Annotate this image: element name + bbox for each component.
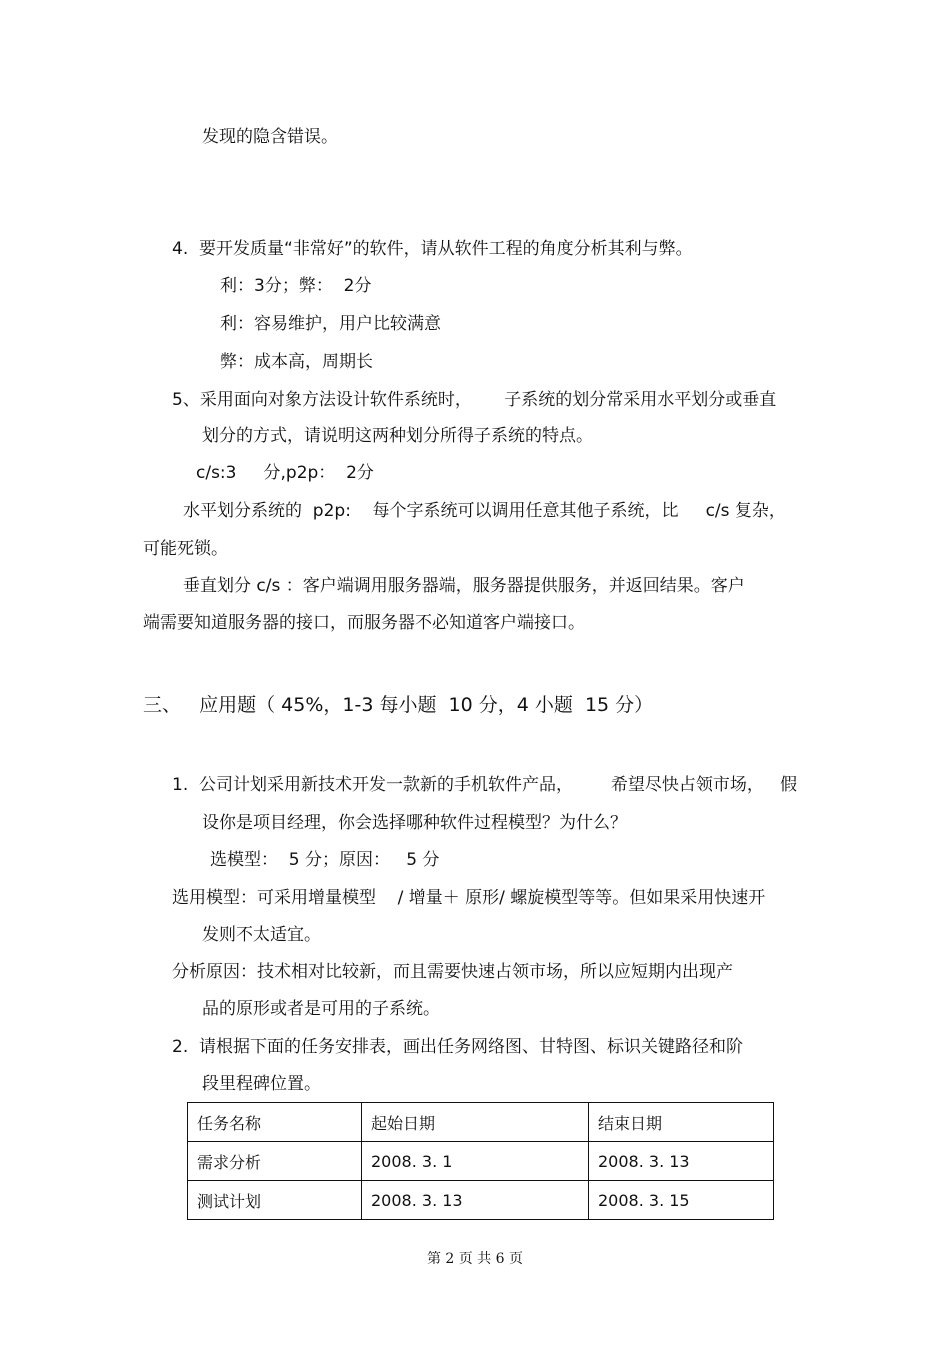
application-question-1-reason-cont: 品的原形或者是可用的子系统。 xyxy=(202,999,440,1019)
text-line: 发现的隐含错误。 xyxy=(202,127,338,147)
question-5-vertical: 垂直划分 c/s ：客户端调用服务器端，服务器提供服务，并返回结果。客户 xyxy=(183,576,745,596)
table-row xyxy=(188,1142,774,1181)
application-question-1: 1. 公司计划采用新技术开发一款新的手机软件产品， 希望尽快占领市场， 假 xyxy=(172,775,798,795)
question-4-con: 弊：成本高，周期长 xyxy=(220,352,373,372)
question-5-score: c/s:3 分,p2p： 2分 xyxy=(196,463,374,483)
application-question-2-cont: 段里程碑位置。 xyxy=(202,1074,321,1094)
question-4-pro: 利：容易维护，用户比较满意 xyxy=(220,314,441,334)
section-3-heading: 三、 应用题（ 45%，1-3 每小题 10 分，4 小题 15 分） xyxy=(143,694,654,716)
table-cell: 2008. 3. 13 xyxy=(362,1181,589,1220)
application-question-1-score: 选模型： 5 分；原因： 5 分 xyxy=(210,850,440,870)
task-schedule-table xyxy=(187,1102,774,1220)
table-header-row xyxy=(188,1103,774,1142)
application-question-1-model: 选用模型：可采用增量模型 / 增量＋ 原形/ 螺旋模型等等。但如果采用快速开 xyxy=(172,888,766,908)
table-cell: 需求分析 xyxy=(188,1142,362,1181)
table-row xyxy=(188,1181,774,1220)
table-header-cell: 任务名称 xyxy=(188,1103,362,1142)
table-header-cell: 结束日期 xyxy=(589,1103,774,1142)
application-question-1-cont: 设你是项目经理，你会选择哪种软件过程模型？为什么？ xyxy=(202,813,627,833)
application-question-1-model-cont: 发则不太适宜。 xyxy=(202,925,321,945)
table-cell: 2008. 3. 1 xyxy=(362,1142,589,1181)
question-4: 4. 要开发质量“非常好”的软件，请从软件工程的角度分析其利与弊。 xyxy=(172,239,693,259)
table-cell: 2008. 3. 13 xyxy=(589,1142,774,1181)
question-5: 5、采用面向对象方法设计软件系统时， 子系统的划分常采用水平划分或垂直 xyxy=(172,390,777,410)
question-4-score: 利：3分；弊： 2分 xyxy=(220,276,372,296)
table-cell: 测试计划 xyxy=(188,1181,362,1220)
question-5-horizontal: 水平划分系统的 p2p: 每个字系统可以调用任意其他子系统，比 c/s 复杂， xyxy=(183,501,786,521)
question-5-cont: 划分的方式，请说明这两种划分所得子系统的特点。 xyxy=(202,426,593,446)
application-question-2: 2. 请根据下面的任务安排表，画出任务网络图、甘特图、标识关键路径和阶 xyxy=(172,1037,744,1057)
application-question-1-reason: 分析原因：技术相对比较新，而且需要快速占领市场，所以应短期内出现产 xyxy=(172,962,733,982)
table-header-cell: 起始日期 xyxy=(362,1103,589,1142)
question-5-vertical-cont: 端需要知道服务器的接口，而服务器不必知道客户端接口。 xyxy=(143,613,585,633)
question-5-horizontal-cont: 可能死锁。 xyxy=(143,539,228,559)
table-cell: 2008. 3. 15 xyxy=(589,1181,774,1220)
page-footer: 第 2 页 共 6 页 xyxy=(426,1251,524,1267)
